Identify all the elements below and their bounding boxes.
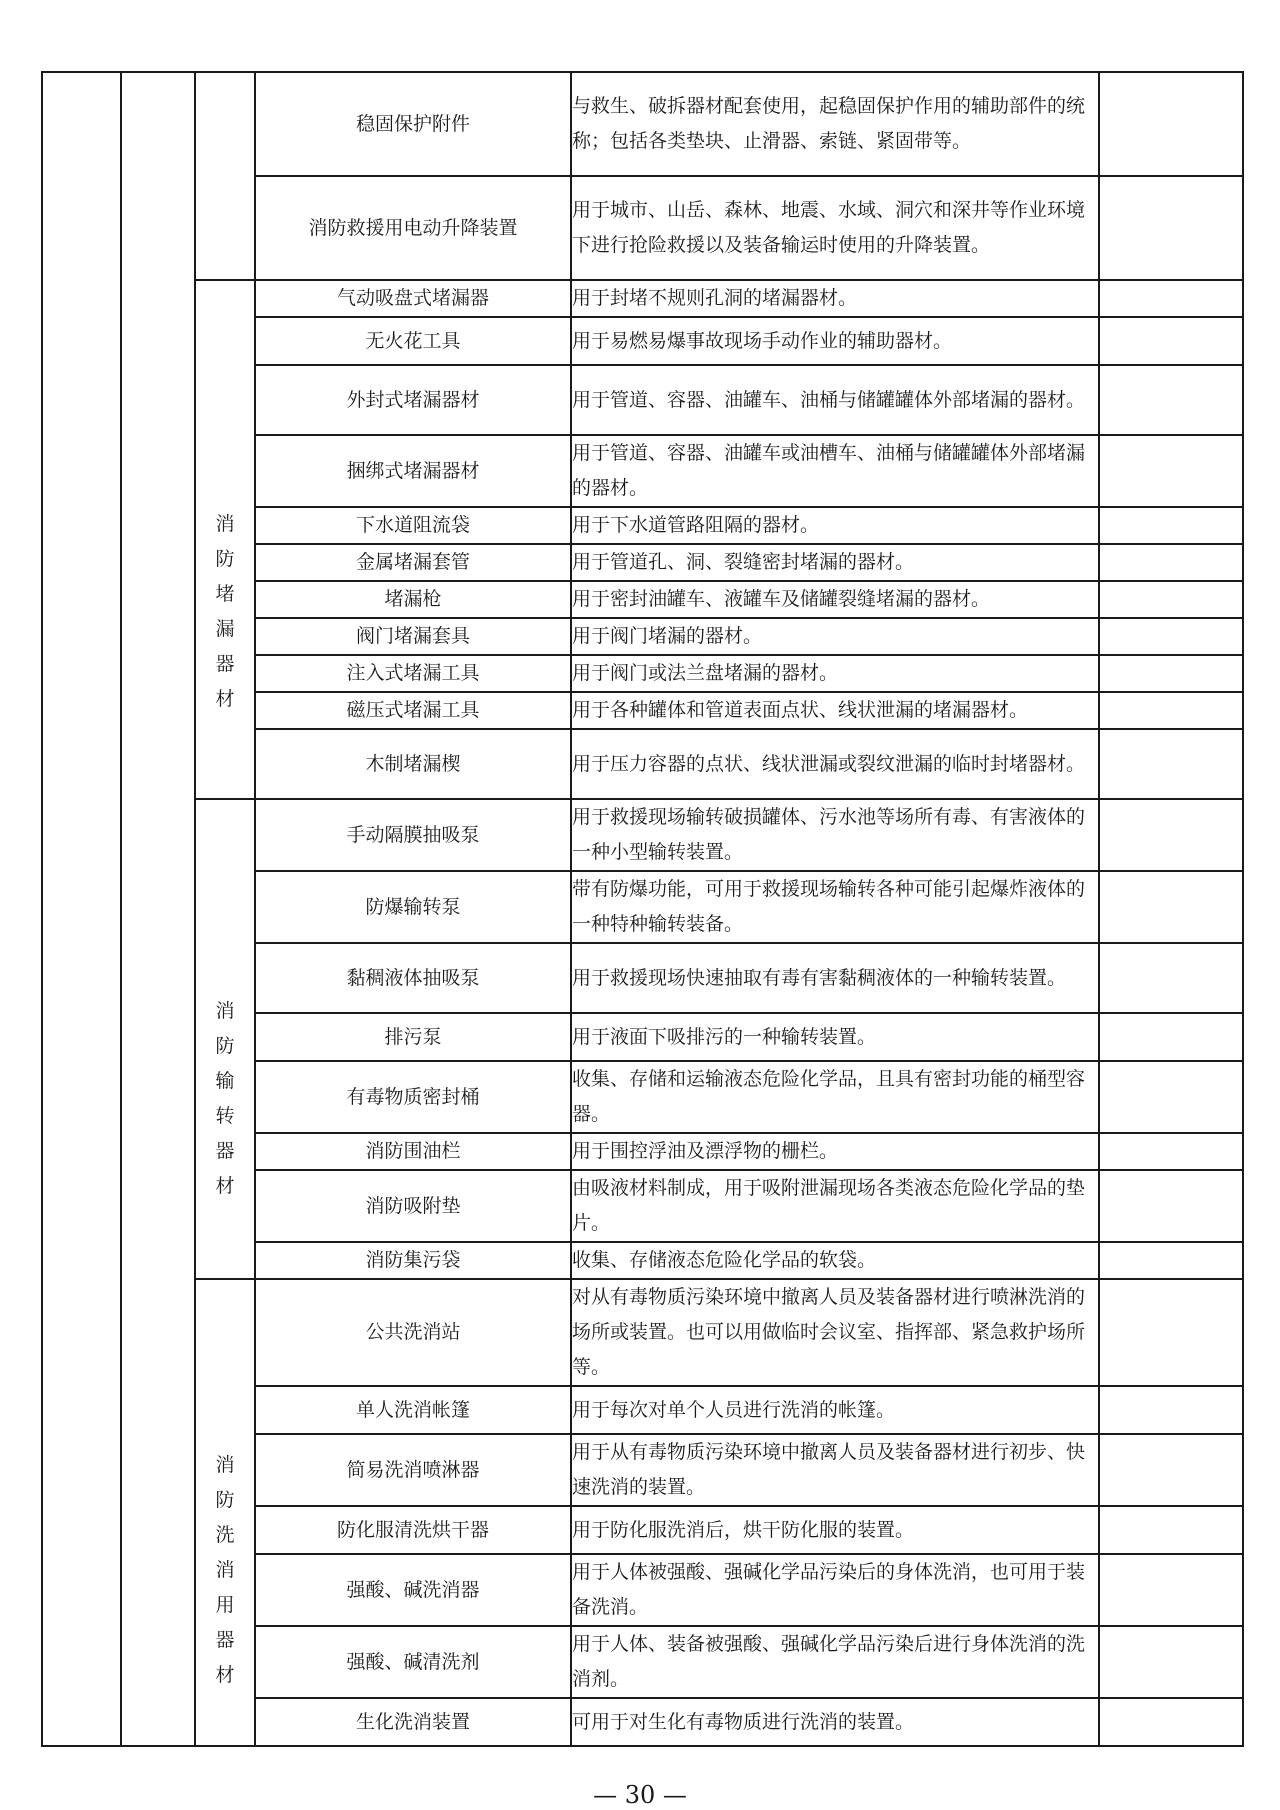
item-name: 简易洗消喷淋器 bbox=[255, 1434, 571, 1506]
category-label: 消防堵漏器材 bbox=[215, 513, 235, 710]
item-name: 无火花工具 bbox=[255, 317, 571, 365]
item-note bbox=[1099, 1698, 1243, 1746]
item-note bbox=[1099, 544, 1243, 581]
item-description: 由吸液材料制成，用于吸附泄漏现场各类液态危险化学品的垫片。 bbox=[571, 1170, 1099, 1242]
item-note bbox=[1099, 507, 1243, 544]
item-note bbox=[1099, 435, 1243, 507]
item-note bbox=[1099, 317, 1243, 365]
item-description: 用于管道、容器、油罐车、油桶与储罐罐体外部堵漏的器材。 bbox=[571, 365, 1099, 435]
item-description: 用于各种罐体和管道表面点状、线状泄漏的堵漏器材。 bbox=[571, 692, 1099, 729]
item-description: 用于压力容器的点状、线状泄漏或裂纹泄漏的临时封堵器材。 bbox=[571, 729, 1099, 799]
item-name: 单人洗消帐篷 bbox=[255, 1386, 571, 1434]
item-note bbox=[1099, 1133, 1243, 1170]
item-note bbox=[1099, 1013, 1243, 1061]
item-note bbox=[1099, 1170, 1243, 1242]
category-cell bbox=[195, 1279, 255, 1746]
item-description: 用于从有毒物质污染环境中撤离人员及装备器材进行初步、快速洗消的装置。 bbox=[571, 1434, 1099, 1506]
item-name: 排污泵 bbox=[255, 1013, 571, 1061]
equipment-table-body bbox=[42, 72, 1243, 1746]
table-row bbox=[42, 280, 1243, 317]
item-note bbox=[1099, 1626, 1243, 1698]
item-note bbox=[1099, 581, 1243, 618]
item-name: 消防集污袋 bbox=[255, 1242, 571, 1279]
item-description: 用于管道、容器、油罐车或油槽车、油桶与储罐罐体外部堵漏的器材。 bbox=[571, 435, 1099, 507]
item-description: 用于救援现场输转破损罐体、污水池等场所有毒、有害液体的一种小型输转装置。 bbox=[571, 799, 1099, 871]
item-name: 捆绑式堵漏器材 bbox=[255, 435, 571, 507]
category-label bbox=[214, 96, 236, 256]
category-label: 消防输转器材 bbox=[215, 1000, 235, 1197]
item-note bbox=[1099, 176, 1243, 280]
item-description: 带有防爆功能，可用于救援现场输转各种可能引起爆炸液体的一种特种输转装备。 bbox=[571, 871, 1099, 943]
table-row bbox=[42, 799, 1243, 871]
item-description: 对从有毒物质污染环境中撤离人员及装备器材进行喷淋洗消的场所或装置。也可以用做临时会议室、指挥部、紧急救护场所等。 bbox=[571, 1279, 1099, 1386]
item-name: 强酸、碱清洗剂 bbox=[255, 1626, 571, 1698]
category-cell bbox=[195, 280, 255, 799]
item-name: 防爆输转泵 bbox=[255, 871, 571, 943]
item-description: 用于下水道管路阻隔的器材。 bbox=[571, 507, 1099, 544]
item-description: 用于封堵不规则孔洞的堵漏器材。 bbox=[571, 280, 1099, 317]
item-name: 金属堵漏套管 bbox=[255, 544, 571, 581]
item-description: 用于人体、装备被强酸、强碱化学品污染后进行身体洗消的洗消剂。 bbox=[571, 1626, 1099, 1698]
item-name: 消防吸附垫 bbox=[255, 1170, 571, 1242]
item-name: 生化洗消装置 bbox=[255, 1698, 571, 1746]
item-name: 注入式堵漏工具 bbox=[255, 655, 571, 692]
item-description: 收集、存储和运输液态危险化学品，且具有密封功能的桶型容器。 bbox=[571, 1061, 1099, 1133]
outer-column-1 bbox=[42, 72, 121, 1746]
item-name: 黏稠液体抽吸泵 bbox=[255, 943, 571, 1013]
item-name: 防化服清洗烘干器 bbox=[255, 1506, 571, 1554]
item-name: 稳固保护附件 bbox=[255, 72, 571, 176]
item-name: 消防围油栏 bbox=[255, 1133, 571, 1170]
item-note bbox=[1099, 1279, 1243, 1386]
item-description: 用于阀门堵漏的器材。 bbox=[571, 618, 1099, 655]
item-description: 用于每次对单个人员进行洗消的帐篷。 bbox=[571, 1386, 1099, 1434]
category-cell bbox=[195, 72, 255, 280]
item-name: 阀门堵漏套具 bbox=[255, 618, 571, 655]
item-description: 用于密封油罐车、液罐车及储罐裂缝堵漏的器材。 bbox=[571, 581, 1099, 618]
item-description: 用于城市、山岳、森林、地震、水域、洞穴和深井等作业环境下进行抢险救援以及装备输运时使用的升降装置。 bbox=[571, 176, 1099, 280]
item-name: 木制堵漏楔 bbox=[255, 729, 571, 799]
item-name: 外封式堵漏器材 bbox=[255, 365, 571, 435]
item-note bbox=[1099, 1386, 1243, 1434]
item-name: 有毒物质密封桶 bbox=[255, 1061, 571, 1133]
page-number: — 30 — bbox=[593, 1781, 687, 1809]
item-note bbox=[1099, 618, 1243, 655]
item-name: 手动隔膜抽吸泵 bbox=[255, 799, 571, 871]
item-description: 用于人体被强酸、强碱化学品污染后的身体洗消，也可用于装备洗消。 bbox=[571, 1554, 1099, 1626]
item-name: 磁压式堵漏工具 bbox=[255, 692, 571, 729]
item-note bbox=[1099, 280, 1243, 317]
item-name: 消防救援用电动升降装置 bbox=[255, 176, 571, 280]
item-note bbox=[1099, 692, 1243, 729]
category-cell bbox=[195, 799, 255, 1279]
table-row bbox=[42, 1279, 1243, 1386]
item-description: 用于管道孔、洞、裂缝密封堵漏的器材。 bbox=[571, 544, 1099, 581]
item-name: 强酸、碱洗消器 bbox=[255, 1554, 571, 1626]
item-name: 公共洗消站 bbox=[255, 1279, 571, 1386]
item-name: 气动吸盘式堵漏器 bbox=[255, 280, 571, 317]
item-note bbox=[1099, 1506, 1243, 1554]
item-description: 与救生、破拆器材配套使用，起稳固保护作用的辅助部件的统称；包括各类垫块、止滑器、索链、紧固带等。 bbox=[571, 72, 1099, 176]
item-note bbox=[1099, 1554, 1243, 1626]
item-note bbox=[1099, 365, 1243, 435]
outer-column-2 bbox=[121, 72, 195, 1746]
item-description: 用于防化服洗消后，烘干防化服的装置。 bbox=[571, 1506, 1099, 1554]
table-row bbox=[42, 72, 1243, 176]
item-note bbox=[1099, 1434, 1243, 1506]
item-description: 用于阀门或法兰盘堵漏的器材。 bbox=[571, 655, 1099, 692]
item-note bbox=[1099, 729, 1243, 799]
item-note bbox=[1099, 871, 1243, 943]
item-note bbox=[1099, 799, 1243, 871]
item-note bbox=[1099, 1061, 1243, 1133]
item-note bbox=[1099, 943, 1243, 1013]
item-note bbox=[1099, 72, 1243, 176]
item-description: 收集、存储液态危险化学品的软袋。 bbox=[571, 1242, 1099, 1279]
item-description: 用于救援现场快速抽取有毒有害黏稠液体的一种输转装置。 bbox=[571, 943, 1099, 1013]
category-label: 消防洗消用器材 bbox=[215, 1453, 235, 1686]
item-name: 堵漏枪 bbox=[255, 581, 571, 618]
item-name: 下水道阻流袋 bbox=[255, 507, 571, 544]
item-description: 用于易燃易爆事故现场手动作业的辅助器材。 bbox=[571, 317, 1099, 365]
item-note bbox=[1099, 655, 1243, 692]
item-note bbox=[1099, 1242, 1243, 1279]
equipment-table bbox=[41, 71, 1244, 1747]
item-description: 用于围控浮油及漂浮物的栅栏。 bbox=[571, 1133, 1099, 1170]
item-description: 可用于对生化有毒物质进行洗消的装置。 bbox=[571, 1698, 1099, 1746]
item-description: 用于液面下吸排污的一种输转装置。 bbox=[571, 1013, 1099, 1061]
